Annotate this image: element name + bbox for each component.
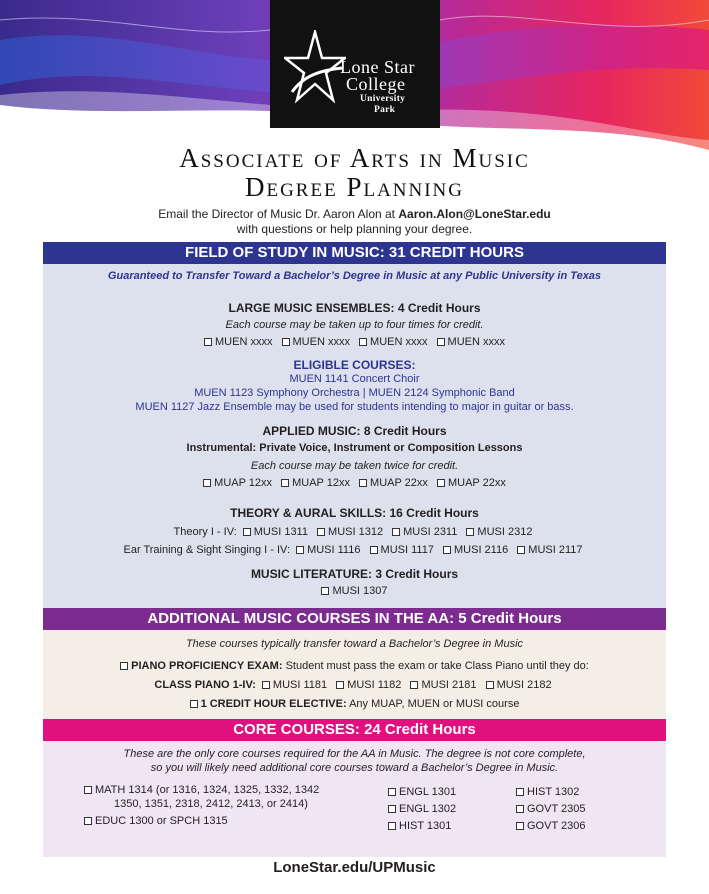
eligible-course-line: MUEN 1141 Concert Choir bbox=[289, 373, 420, 385]
course-checkbox-item[interactable]: GOVT 2305 bbox=[516, 801, 636, 818]
eligible-courses-heading: ELIGIBLE COURSES: bbox=[293, 358, 416, 372]
checkbox-icon[interactable] bbox=[516, 822, 524, 830]
footer-url-link[interactable]: LoneStar.edu/UPMusic bbox=[273, 859, 436, 876]
course-checkbox-item[interactable]: GOVT 2306 bbox=[516, 818, 636, 835]
page-title-line-2: Degree Planning bbox=[244, 172, 464, 202]
ensembles-heading: LARGE MUSIC ENSEMBLES: 4 Credit Hours bbox=[228, 301, 481, 315]
course-checkbox-item[interactable]: MUEN xxxx bbox=[437, 336, 505, 348]
course-checkbox-item[interactable]: MUSI 1307 bbox=[321, 585, 387, 597]
course-checkbox-item[interactable]: MUEN xxxx bbox=[204, 336, 272, 348]
checkbox-icon[interactable] bbox=[190, 700, 198, 708]
logo-text-university: University bbox=[360, 94, 406, 104]
theory-label: Theory I - IV: bbox=[173, 526, 237, 538]
course-checkbox-item[interactable]: HIST 1301 bbox=[388, 818, 508, 835]
checkbox-icon[interactable] bbox=[516, 805, 524, 813]
checkbox-icon[interactable] bbox=[204, 338, 212, 346]
checkbox-icon[interactable] bbox=[296, 546, 304, 554]
checkbox-icon[interactable] bbox=[392, 528, 400, 536]
piano-proficiency-label: PIANO PROFICIENCY EXAM: bbox=[131, 660, 283, 672]
contact-prefix: Email the Director of Music Dr. Aaron Alon at bbox=[158, 207, 399, 221]
star-icon bbox=[284, 30, 346, 110]
course-checkbox-item[interactable]: MUSI 1182 bbox=[336, 679, 401, 691]
course-checkbox-item[interactable]: MUEN xxxx bbox=[282, 336, 350, 348]
checkbox-icon[interactable] bbox=[243, 528, 251, 536]
checkbox-icon[interactable] bbox=[317, 528, 325, 536]
ensembles-checklist bbox=[43, 335, 666, 349]
course-checkbox-item[interactable]: MUSI 2182 bbox=[486, 679, 552, 691]
checkbox-icon[interactable] bbox=[516, 788, 524, 796]
core-note-line: These are the only core courses required for the AA in Music. The degree is not core complete, bbox=[123, 748, 586, 760]
elective-label: 1 CREDIT HOUR ELECTIVE: bbox=[200, 698, 347, 710]
checkbox-icon[interactable] bbox=[282, 338, 290, 346]
music-literature-heading: MUSIC LITERATURE: 3 Credit Hours bbox=[250, 567, 459, 581]
page-title-line-1: Associate of Arts in Music bbox=[179, 143, 530, 173]
course-checkbox-item[interactable]: MUAP 12xx bbox=[203, 477, 272, 489]
checkbox-icon[interactable] bbox=[359, 479, 367, 487]
course-checkbox-item[interactable]: MUSI 1181 bbox=[262, 679, 327, 691]
checkbox-icon[interactable] bbox=[388, 788, 396, 796]
course-checkbox-item[interactable]: MUSI 2116 bbox=[443, 544, 508, 556]
core-note-line: so you will likely need additional core courses toward a Bachelor’s Degree in Music. bbox=[150, 762, 559, 774]
ear-training-label: Ear Training & Sight Singing I - IV: bbox=[123, 544, 290, 556]
course-checkbox-item[interactable]: HIST 1302 bbox=[516, 784, 636, 801]
additional-courses-banner: ADDITIONAL MUSIC COURSES IN THE AA: 5 Credit Hours bbox=[43, 608, 666, 630]
checkbox-icon[interactable] bbox=[437, 338, 445, 346]
ear-training-checklist bbox=[43, 543, 666, 557]
transfer-guarantee: Guaranteed to Transfer Toward a Bachelor’s Degree in Music at any Public University in Texas bbox=[107, 270, 602, 282]
course-checkbox-item[interactable]: ENGL 1302 bbox=[388, 801, 508, 818]
checkbox-icon[interactable] bbox=[410, 681, 418, 689]
checkbox-icon[interactable] bbox=[84, 786, 92, 794]
course-checkbox-item[interactable]: MUSI 2312 bbox=[466, 526, 532, 538]
elective-row bbox=[43, 697, 666, 711]
course-checkbox-item[interactable]: MUAP 12xx bbox=[281, 477, 350, 489]
core-column-3 bbox=[516, 784, 636, 835]
course-checkbox-item[interactable]: EDUC 1300 or SPCH 1315 bbox=[84, 815, 374, 829]
class-piano-label: CLASS PIANO 1-IV: bbox=[154, 679, 256, 691]
course-checkbox-item[interactable]: MUSI 1311 bbox=[243, 526, 308, 538]
checkbox-icon[interactable] bbox=[321, 587, 329, 595]
applied-music-checklist bbox=[43, 476, 666, 490]
lone-star-college-logo bbox=[270, 0, 440, 128]
class-piano-row bbox=[43, 678, 666, 692]
additional-note: These courses typically transfer toward a Bachelor’s Degree in Music bbox=[185, 638, 524, 650]
applied-music-subheading: Instrumental: Private Voice, Instrument or Composition Lessons bbox=[186, 442, 523, 454]
course-checkbox-item[interactable]: MUSI 2311 bbox=[392, 526, 457, 538]
theory-checklist bbox=[43, 525, 666, 539]
checkbox-icon[interactable] bbox=[466, 528, 474, 536]
eligible-course-line: MUEN 1127 Jazz Ensemble may be used for students intending to major in guitar or bass. bbox=[135, 401, 574, 413]
course-checkbox-item[interactable]: ENGL 1301 bbox=[388, 784, 508, 801]
course-checkbox-item[interactable]: MUSI 1117 bbox=[370, 544, 434, 556]
theory-heading: THEORY & AURAL SKILLS: 16 Credit Hours bbox=[230, 506, 479, 520]
core-column-1 bbox=[84, 784, 374, 829]
math-alternatives: 1350, 1351, 2318, 2412, 2413, or 2414) bbox=[114, 797, 308, 810]
elective-text: Any MUAP, MUEN or MUSI course bbox=[349, 698, 520, 710]
contact-info bbox=[0, 207, 709, 237]
core-courses-banner: CORE COURSES: 24 Credit Hours bbox=[43, 719, 666, 741]
checkbox-icon[interactable] bbox=[517, 546, 525, 554]
ensembles-note: Each course may be taken up to four times for credit. bbox=[225, 319, 484, 331]
course-checkbox-item[interactable]: MUAP 22xx bbox=[437, 477, 506, 489]
checkbox-icon[interactable] bbox=[437, 479, 445, 487]
field-of-study-banner: FIELD OF STUDY IN MUSIC: 31 CREDIT HOURS bbox=[43, 242, 666, 264]
logo-text-lone-star: Lone Star bbox=[340, 57, 415, 77]
checkbox-icon[interactable] bbox=[203, 479, 211, 487]
contact-suffix: with questions or help planning your degree. bbox=[236, 222, 473, 236]
piano-proficiency-row bbox=[43, 659, 666, 673]
course-checkbox-item[interactable]: MUSI 1312 bbox=[317, 526, 383, 538]
checkbox-icon[interactable] bbox=[120, 662, 128, 670]
checkbox-icon[interactable] bbox=[262, 681, 270, 689]
logo-text-college: College bbox=[346, 74, 406, 94]
checkbox-icon[interactable] bbox=[359, 338, 367, 346]
checkbox-icon[interactable] bbox=[281, 479, 289, 487]
checkbox-icon[interactable] bbox=[84, 817, 92, 825]
course-checkbox-item[interactable]: MUSI 2117 bbox=[517, 544, 582, 556]
checkbox-icon[interactable] bbox=[370, 546, 378, 554]
piano-proficiency-text: Student must pass the exam or take Class Piano until they do: bbox=[285, 660, 589, 672]
course-checkbox-item[interactable]: MUSI 1116 bbox=[296, 544, 360, 556]
checkbox-icon[interactable] bbox=[486, 681, 494, 689]
checkbox-icon[interactable] bbox=[388, 822, 396, 830]
course-checkbox-item[interactable]: MUSI 2181 bbox=[410, 679, 476, 691]
checkbox-icon[interactable] bbox=[388, 805, 396, 813]
checkbox-icon[interactable] bbox=[336, 681, 344, 689]
core-column-2 bbox=[388, 784, 508, 835]
course-checkbox-item[interactable]: MUEN xxxx bbox=[359, 336, 427, 348]
applied-music-heading: APPLIED MUSIC: 8 Credit Hours bbox=[262, 424, 447, 438]
course-checkbox-item[interactable]: MATH 1314 (or 1316, 1324, 1325, 1332, 1342 bbox=[84, 784, 374, 798]
music-literature-checklist bbox=[43, 584, 666, 598]
director-email-link[interactable]: Aaron.Alon@LoneStar.edu bbox=[398, 207, 551, 221]
applied-music-note: Each course may be taken twice for credit. bbox=[250, 460, 459, 472]
checkbox-icon[interactable] bbox=[443, 546, 451, 554]
course-checkbox-item[interactable]: MUAP 22xx bbox=[359, 477, 428, 489]
logo-text-park: Park bbox=[374, 105, 396, 115]
eligible-course-line: MUEN 1123 Symphony Orchestra | MUEN 2124 Symphonic Band bbox=[194, 387, 515, 399]
